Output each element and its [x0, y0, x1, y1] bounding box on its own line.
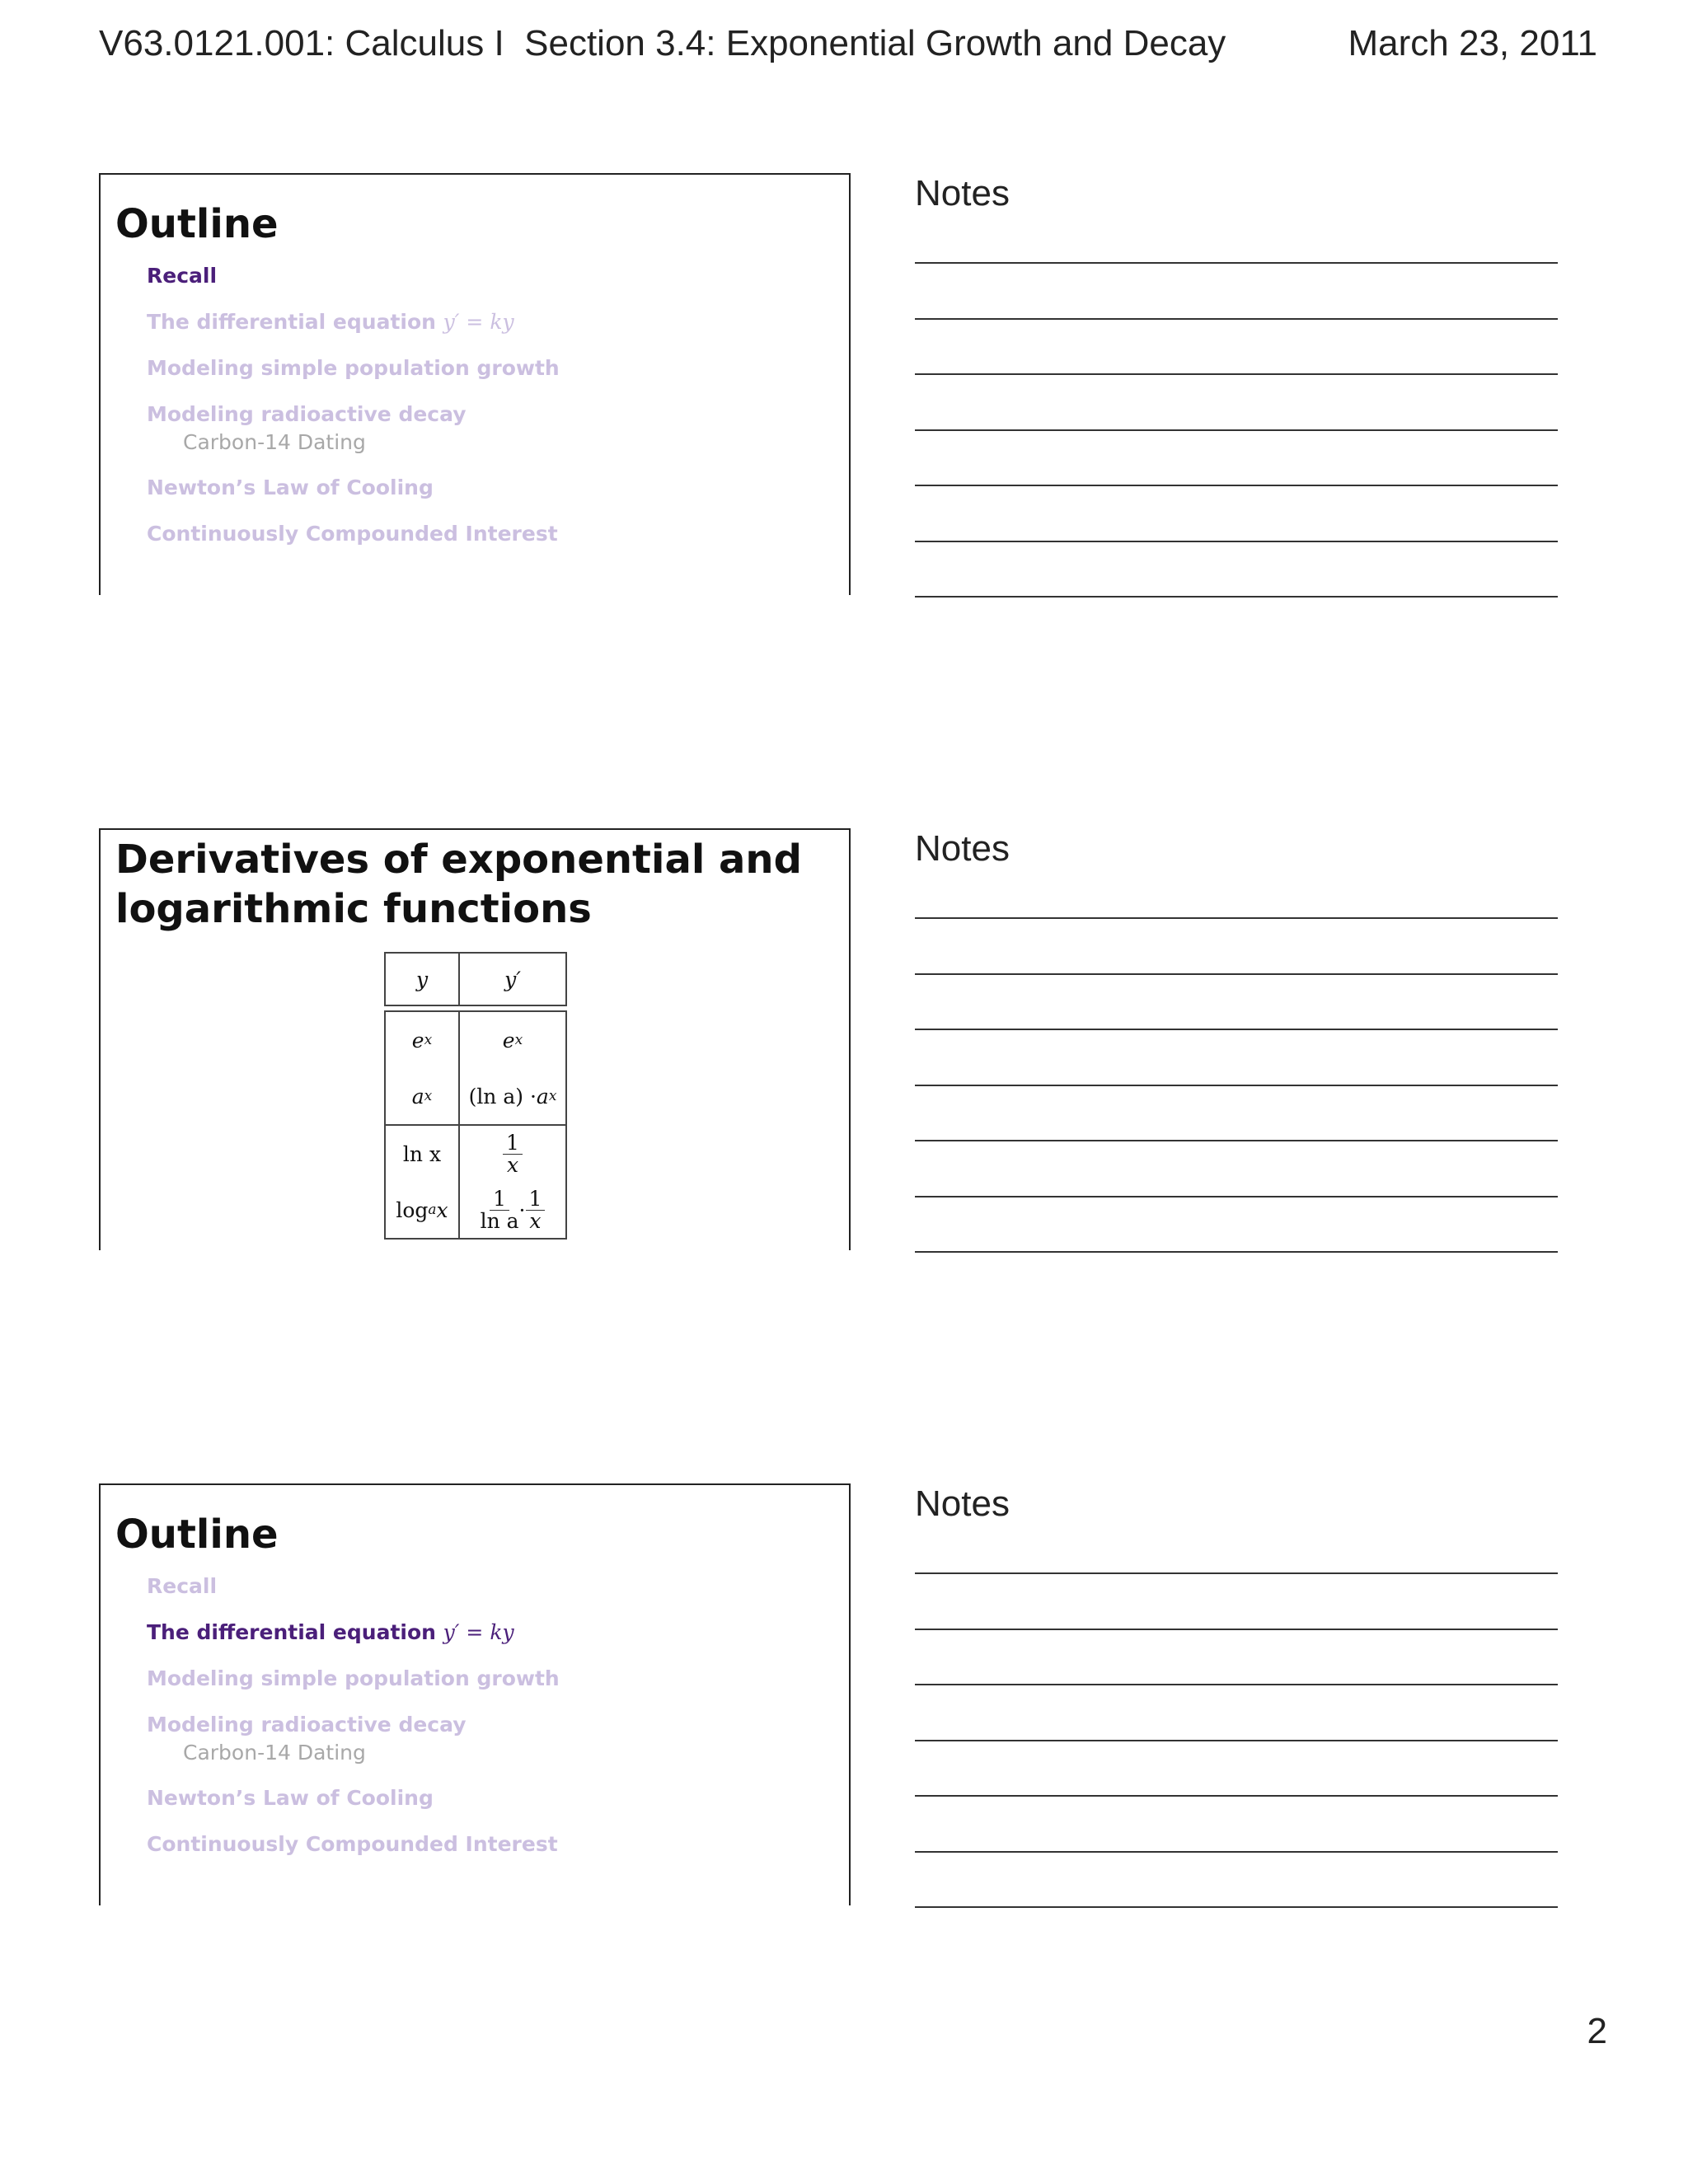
section-title: Section 3.4: Exponential Growth and Decay — [524, 23, 1226, 63]
note-line — [915, 1140, 1558, 1141]
note-line — [915, 1684, 1558, 1685]
note-line — [915, 1851, 1558, 1853]
slide-derivatives — [99, 828, 851, 1250]
outline-item-population-growth[interactable]: Modeling simple population growth — [147, 1666, 560, 1690]
note-line — [915, 318, 1558, 320]
table-header-yprime: y′ — [504, 967, 521, 991]
outline-item-newtons-law[interactable]: Newton’s Law of Cooling — [147, 1786, 434, 1810]
table-group-exponential — [384, 1010, 567, 1240]
table-header-y: y — [386, 954, 460, 1005]
note-line — [915, 1795, 1558, 1797]
outline-item-compound-interest[interactable]: Continuously Compounded Interest — [147, 1832, 558, 1856]
notes-panel-3 — [915, 1483, 1558, 1905]
note-line — [915, 1029, 1558, 1030]
table-header-row — [384, 952, 567, 1006]
note-line — [915, 1196, 1558, 1197]
note-line — [915, 973, 1558, 975]
table-row: e x e x — [386, 1012, 565, 1068]
note-line — [915, 485, 1558, 486]
outline-item-recall[interactable]: Recall — [147, 1574, 218, 1598]
outline-item-differential-equation[interactable]: The differential equation y′ = ky — [147, 1620, 514, 1644]
note-line — [915, 917, 1558, 919]
page-number: 2 — [1587, 2011, 1607, 2051]
note-line — [915, 1740, 1558, 1741]
outline-item-population-growth[interactable]: Modeling simple population growth — [147, 356, 560, 380]
slide-outline-2 — [99, 1483, 851, 1905]
derivatives-table — [384, 952, 567, 1240]
table-row: a x (ln a) · a x — [386, 1068, 565, 1124]
note-line — [915, 1251, 1558, 1253]
notes-title: Notes — [915, 828, 1010, 869]
outline-item-radioactive-decay[interactable]: Modeling radioactive decay Carbon-14 Dating — [147, 401, 560, 474]
notes-panel-1 — [915, 173, 1558, 595]
note-line — [915, 262, 1558, 264]
slide-title: Outline — [115, 1511, 279, 1558]
outline-item-differential-equation[interactable]: The differential equation y′ = ky — [147, 310, 514, 334]
notes-title: Notes — [915, 173, 1010, 213]
note-line — [915, 541, 1558, 542]
note-line — [915, 1085, 1558, 1086]
note-line — [915, 1572, 1558, 1574]
note-line — [915, 1629, 1558, 1630]
outline-item-radioactive-decay[interactable]: Modeling radioactive decay Carbon-14 Dating — [147, 1711, 560, 1784]
note-line — [915, 596, 1558, 598]
table-row: log a x $\frac{1}{\text{ln a}}$ · $\frac{1}{x}$ — [386, 1182, 565, 1238]
note-line — [915, 373, 1558, 375]
outline-item-compound-interest[interactable]: Continuously Compounded Interest — [147, 522, 558, 546]
page-header-left — [99, 23, 1226, 64]
slide-outline-1 — [99, 173, 851, 595]
outline-subitem-carbon14[interactable]: Carbon-14 Dating — [183, 1741, 366, 1765]
note-line — [915, 1906, 1558, 1908]
slide-title: Outline — [115, 201, 279, 247]
outline-subitem-carbon14[interactable]: Carbon-14 Dating — [183, 430, 366, 454]
outline-item-newtons-law[interactable]: Newton’s Law of Cooling — [147, 476, 434, 499]
outline-item-recall[interactable]: Recall — [147, 264, 218, 288]
course-code: V63.0121.001: Calculus I — [99, 23, 504, 63]
note-line — [915, 429, 1558, 431]
notes-title: Notes — [915, 1483, 1010, 1524]
outline-list — [147, 262, 560, 566]
table-row: ln x $\frac{1}{x}$ — [386, 1124, 565, 1182]
outline-list — [147, 1572, 560, 1877]
page-date: March 23, 2011 — [1348, 23, 1597, 63]
slide-title: Derivatives of exponential and logarithmic functions — [115, 837, 802, 932]
notes-panel-2 — [915, 828, 1558, 1250]
